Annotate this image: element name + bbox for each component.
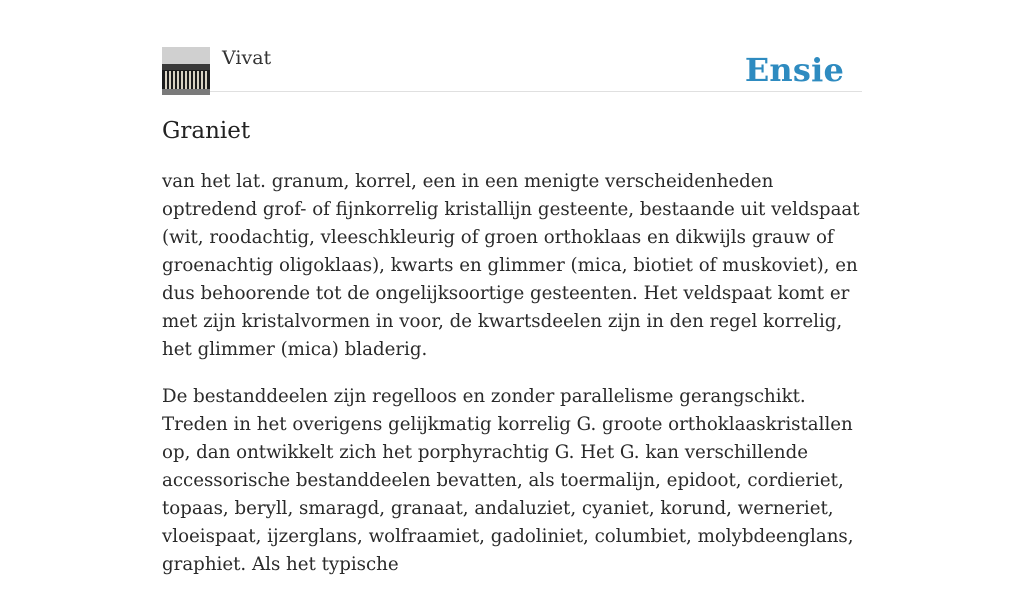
avatar-image bbox=[162, 47, 210, 95]
paragraph: van het lat. granum, korrel, een in een menigte verscheidenheden optredend grof- of fijnkorrelig kristallijn gesteente, bestaande uit veldspaat (wit, roodachtig, vleeschkleurig of groen orthoklaas en dikwijls grauw of groenachtig oligoklaas), kwarts en glimmer (mica, biotiet of muskoviet), en dus behoorende tot de ongelijksoortige gesteenten. Het veldspaat komt er met zijn kristalvormen in voor, de kwartsdeelen zijn in den regel korrelig, het glimmer (mica) bladerig. bbox=[162, 171, 860, 360]
brand-logo[interactable]: Ensie bbox=[744, 51, 844, 89]
author-name[interactable]: Vivat bbox=[222, 47, 272, 69]
avatar[interactable] bbox=[162, 47, 210, 95]
page-title: Graniet bbox=[162, 118, 251, 144]
header bbox=[162, 0, 862, 92]
page bbox=[162, 0, 862, 575]
paragraph: De bestanddeelen zijn regelloos en zonder parallelisme gerangschikt. Treden in het overigens gelijkmatig korrelig G. groote orthoklaaskristallen op, dan ontwikkelt zich het porphyrachtig G. Het G. kan verschillende accessorische bestanddeelen bevatten, als toermalijn, epidoot, cordieriet, topaas, beryll, smaragd, granaat, andaluziet, cyaniet, korund, werneriet, vloeispaat, ijzerglans, wolfraamiet, gadoliniet, columbiet, molybdeenglans, graphiet. Als het typische bbox=[162, 386, 854, 575]
article-body bbox=[162, 168, 862, 598]
